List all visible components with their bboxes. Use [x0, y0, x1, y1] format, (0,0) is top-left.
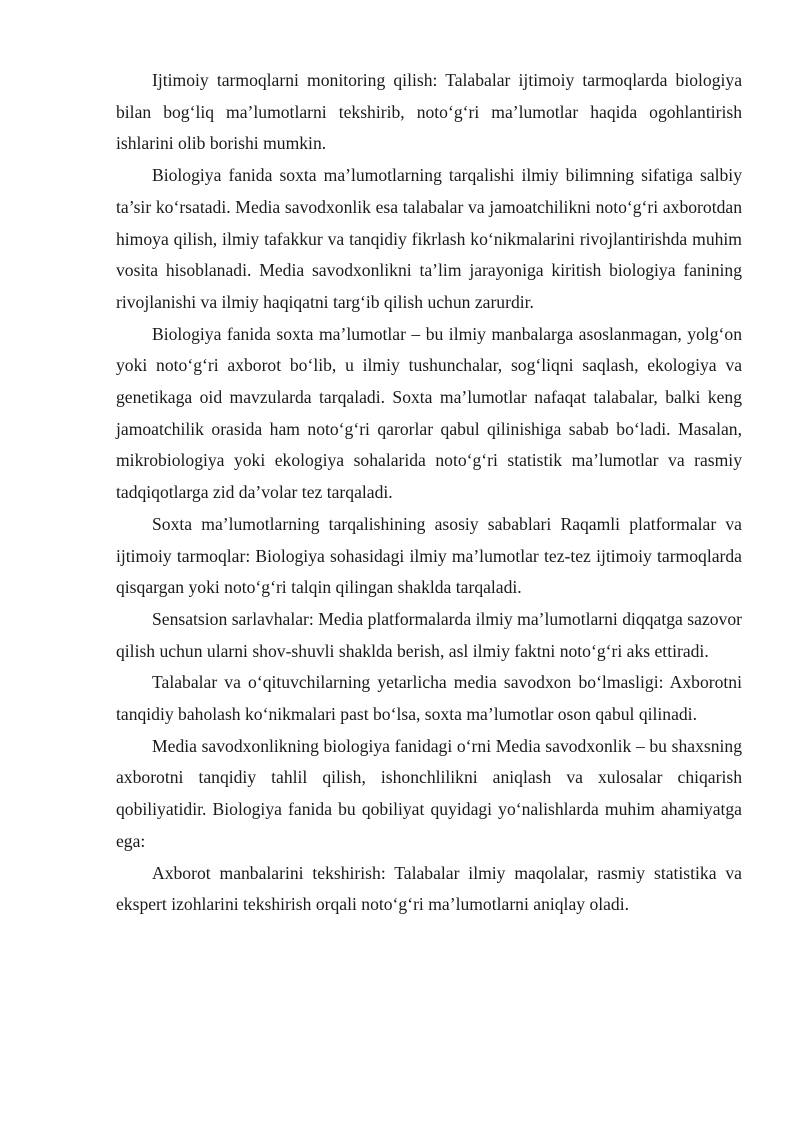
document-page [116, 65, 742, 921]
paragraph-fake-info-impact: Biologiya fanida soxta ma’lumotlarning tarqalishi ilmiy bilimning sifatiga salbiy ta’sir ko‘rsatadi. Media savodxonlik esa talabalar va jamoatchilikni noto‘g‘ri axborotdan himoya qilish, ilmiy tafakkur va tanqidiy fikrlash ko‘nikmalarini rivojlantirishda muhim vosita hisoblanadi. Media savodxonlikni ta’lim jarayoniga kiritish biologiya fanining rivojlanishi va ilmiy haqiqatni targ‘ib qilish uchun zarurdir. [116, 165, 742, 312]
paragraph-source-checking: Axborot manbalarini tekshirish: Talabalar ilmiy maqolalar, rasmiy statistika va ekspert izohlarini tekshirish orqali noto‘g‘ri ma’lumotlarni aniqlay oladi. [116, 862, 742, 915]
paragraph-spread-causes: Soxta ma’lumotlarning tarqalishining asosiy sabablari Raqamli platformalar va ijtimoiy tarmoqlar: Biologiya sohasidagi ilmiy ma’lumotlar tez-tez ijtimoiy tarmoqlarda qisqargan yoki noto‘g‘ri talqin qilingan shaklda tarqaladi. [116, 513, 742, 598]
paragraph-sensational-headlines: Sensatsion sarlavhalar: Media platformalarda ilmiy ma’lumotlarni diqqatga sazovor qilish uchun ularni shov-shuvli shaklda berish, asl ilmiy faktni noto‘g‘ri aks ettiradi. [116, 608, 742, 661]
paragraph-social-media-monitoring: Ijtimoiy tarmoqlarni monitoring qilish: Talabalar ijtimoiy tarmoqlarda biologiya bilan bog‘liq ma’lumotlarni tekshirib, noto‘g‘ri ma’lumotlar haqida ogohlantirish ishlarini olib borishi mumkin. [116, 70, 742, 154]
paragraph-media-literacy-role: Media savodxonlikning biologiya fanidagi o‘rni Media savodxonlik – bu shaxsning axborotni tanqidiy tahlil qilish, ishonchlilikni aniqlash va xulosalar chiqarish qobiliyatidir. Biologiya fanida bu qobiliyat quyidagi yo‘nalishlarda muhim ahamiyatga ega: [116, 735, 742, 851]
paragraph-media-literacy-lack: Talabalar va o‘qituvchilarning yetarlicha media savodxon bo‘lmasligi: Axborotni tanqidiy baholash ko‘nikmalari past bo‘lsa, soxta ma’lumotlar oson qabul qilinadi. [116, 672, 742, 725]
paragraph-fake-info-definition: Biologiya fanida soxta ma’lumotlar – bu ilmiy manbalarga asoslanmagan, yolg‘on yoki noto‘g‘ri axborot bo‘lib, u ilmiy tushunchalar, sog‘liqni saqlash, ekologiya va genetikaga oid mavzularda tarqaladi. Soxta ma’lumotlar nafaqat talabalar, balki keng jamoatchilik orasida ham noto‘g‘ri qarorlar qabul qilinishiga sabab bo‘ladi. Masalan, mikrobiologiya yoki ekologiya sohalarida noto‘g‘ri statistik ma’lumotlar va rasmiy tadqiqotlarga zid da’volar tez tarqaladi. [116, 323, 742, 503]
